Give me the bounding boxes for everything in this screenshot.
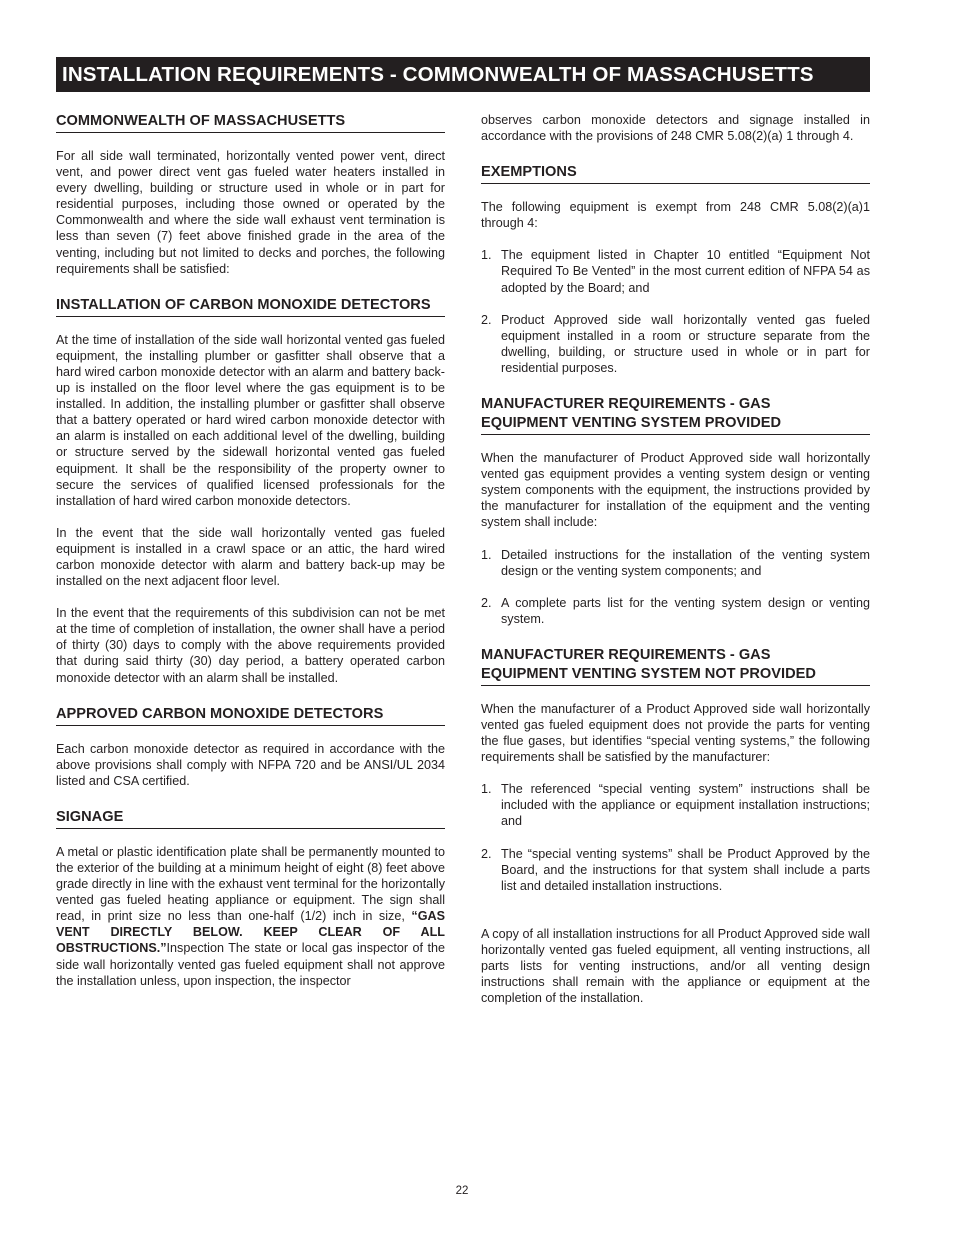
list-number: 1. xyxy=(481,782,492,797)
left-column xyxy=(56,112,445,989)
heading-line-1: MANUFACTURER REQUIREMENTS - GAS xyxy=(481,396,771,413)
list-item-venting-provided-1 xyxy=(481,547,870,579)
paragraph-signage xyxy=(56,844,445,989)
list-number: 2. xyxy=(481,846,492,861)
list-number: 1. xyxy=(481,547,492,562)
paragraph-installation-copy: A copy of all installation instructions for all Product Approved side wall horizontally vented gas fueled equipment, all venting instructions, all parts lists for venting instructions, and/or all venting design instructions shall remain with the appliance or equipment at the completion of the installation. xyxy=(481,926,870,1006)
list-item-venting-provided-2 xyxy=(481,595,870,627)
list-text: The referenced “special venting system” instructions shall be included with the appliance or equipment installation instructions; and xyxy=(501,782,870,829)
list-item-exemption-1 xyxy=(481,247,870,295)
paragraph-continued: observes carbon monoxide detectors and signage installed in accordance with the provisions of 248 CMR 5.08(2)(a) 1 through 4. xyxy=(481,113,870,144)
page-title-banner xyxy=(56,57,870,92)
list-text: Product Approved side wall horizontally vented gas fueled equipment installed in a room or structure separate from the dwelling, building, or structure used in whole or in part for residential purposes. xyxy=(501,312,870,375)
signage-text-a: A metal or plastic identification plate shall be permanently mounted to the exterior of the building at a minimum height of eight (8) feet above grade directly in line with the exhaust vent terminal for the horizontally vented gas fueled heating appliance or equipment. The sign shall read, in print size no less than one-half (1/2) inch in size, xyxy=(56,844,445,924)
section-heading-venting-not-provided xyxy=(481,646,870,686)
list-text: A complete parts list for the venting system design or venting system. xyxy=(501,595,870,626)
page-number: 22 xyxy=(455,1185,469,1197)
list-number: 1. xyxy=(481,248,492,263)
signage-warning-text: “GAS VENT DIRECTLY BELOW. KEEP CLEAR OF ALL OBSTRUCTIONS.” xyxy=(56,909,445,956)
section-heading-exemptions: EXEMPTIONS xyxy=(481,163,870,184)
section-heading-commonwealth: COMMONWEALTH OF MASSACHUSETTS xyxy=(56,112,445,133)
paragraph-co-detectors-2: In the event that the side wall horizontally vented gas fueled equipment is installed in a crawl space or an attic, the hard wired carbon monoxide detector with alarm and battery back-up may be installed on the next adjacent floor level. xyxy=(56,525,445,589)
heading-line-2: EQUIPMENT VENTING SYSTEM NOT PROVIDED xyxy=(481,665,816,682)
paragraph-co-detectors-3: In the event that the requirements of this subdivision can not be met at the time of completion of installation, the owner shall have a period of thirty (30) days to comply with the above requirements provided that during said thirty (30) day period, a battery operated carbon monoxide detector with an alarm shall be installed. xyxy=(56,606,445,685)
list-number: 2. xyxy=(481,312,492,327)
list-item-venting-not-provided-1 xyxy=(481,781,870,829)
list-item-venting-not-provided-2 xyxy=(481,846,870,894)
paragraph-venting-not-provided: When the manufacturer of a Product Approved side wall horizontally vented gas fueled equipment does not provide the parts for venting the flue gases, but identifies “special venting systems,” the following requirements shall be satisfied by the manufacturer: xyxy=(481,701,870,765)
section-heading-signage: SIGNAGE xyxy=(56,808,445,829)
right-column xyxy=(481,112,870,1006)
section-heading-venting-provided xyxy=(481,395,870,435)
paragraph-approved-detectors: Each carbon monoxide detector as required in accordance with the above provisions shall comply with NFPA 720 and be ANSI/UL 2034 listed and CSA certified. xyxy=(56,741,445,788)
paragraph-exemptions: The following equipment is exempt from 248 CMR 5.08(2)(a)1 through 4: xyxy=(481,200,870,231)
paragraph-co-detectors-1: At the time of installation of the side wall horizontal vented gas fueled equipment, the installing plumber or gasfitter shall observe that a hard wired carbon monoxide detector with an alarm and battery back-up is installed on the floor level where the gas equipment is to be installed. In addition, the installing plumber or gasfitter shall observe that a battery operated or hard wired carbon monoxide detector with an alarm is installed on each additional level of the dwelling, building or structure served by the sidewall horizontal vented gas fueled equipment. It shall be the responsibility of the property owner to secure the services of qualified licensed professionals for the installation of hard wired carbon monoxide detectors. xyxy=(56,332,445,508)
paragraph-venting-provided: When the manufacturer of Product Approved side wall horizontally vented gas equipment provides a venting system design or venting system components with the equipment, the instructions provided by the manufacturer for installation of the equipment and the venting system shall include: xyxy=(481,451,870,530)
list-text: The equipment listed in Chapter 10 entitled “Equipment Not Required To Be Vented” in the most current edition of NFPA 54 as adopted by the Board; and xyxy=(501,248,870,295)
page-title: INSTALLATION REQUIREMENTS - COMMONWEALTH OF MASSACHUSETTS xyxy=(62,63,814,86)
paragraph-commonwealth-intro: For all side wall terminated, horizontally vented power vent, direct vent, and power direct vent gas fueled water heaters installed in every dwelling, building or structure used in whole or in part for residential purposes, including those owned or operated by the Commonwealth and where the side wall exhaust vent termination is less than seven (7) feet above finished grade in the area of the venting, including but not limited to decks and porches, the following requirements shall be satisfied: xyxy=(56,149,445,276)
list-text: Detailed instructions for the installation of the venting system design or the venting system components; and xyxy=(501,547,870,578)
signage-text-b: Inspection The state or local gas inspector of the side wall horizontally vented gas fueled equipment shall not approve the installation unless, upon inspection, the inspector xyxy=(56,941,445,988)
section-heading-approved-detectors: APPROVED CARBON MONOXIDE DETECTORS xyxy=(56,705,445,726)
list-text: The “special venting systems” shall be Product Approved by the Board, and the instructions for that system shall include a parts list and detailed installation instructions. xyxy=(501,846,870,893)
list-number: 2. xyxy=(481,595,492,610)
heading-line-1: MANUFACTURER REQUIREMENTS - GAS xyxy=(481,646,771,663)
list-item-exemption-2 xyxy=(481,312,870,376)
section-heading-co-detectors: INSTALLATION OF CARBON MONOXIDE DETECTORS xyxy=(56,296,445,317)
heading-line-2: EQUIPMENT VENTING SYSTEM PROVIDED xyxy=(481,415,782,432)
